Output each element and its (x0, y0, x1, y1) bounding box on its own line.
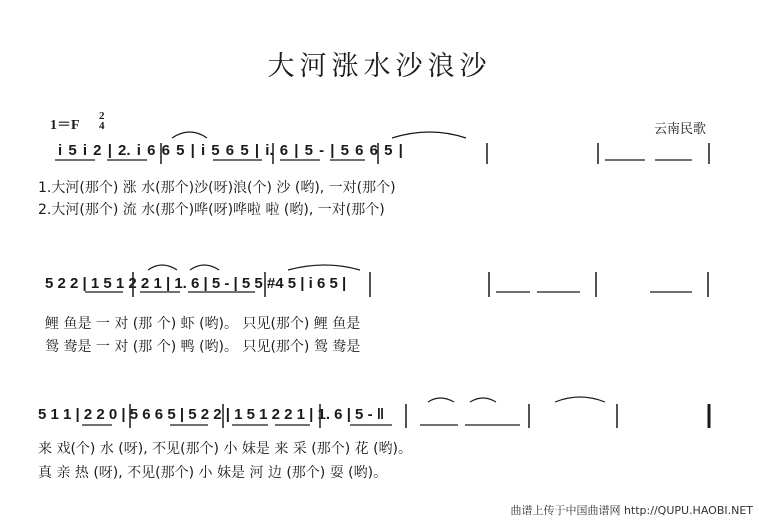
lyric-row-1-verse2: 2.大河(那个) 流 水(那个)哗(呀)哗啦 啦 (哟), 一对(那个) (38, 202, 385, 218)
page-title: 大河涨水沙浪沙 (267, 51, 492, 82)
notation-row-2: 5 2 2 | 1 5 1 2 2 1 | 1. 6 | 5 - | 5 5 #4 5 | i 6 5 | (45, 275, 347, 292)
key-signature: 1＝F (50, 118, 80, 133)
lyric-row-1-verse1: 1.大河(那个) 涨 水(那个)沙(呀)浪(个) 沙 (哟), 一对(那个) (38, 180, 396, 196)
time-signature-top: 2 (99, 110, 105, 122)
lyric-row-3-verse1: 来 戏(个) 水 (呀), 不见(那个) 小 妹是 来 采 (那个) 花 (哟)。 (38, 441, 413, 457)
time-signature-bottom: 4 (99, 120, 105, 132)
notation-row-1: i 5 i 2 | 2. i 6 6 5 | i 5 6 5 | i. 6 | 5 - | 5 6 6 5 | (58, 142, 403, 159)
source-label: 云南民歌 (654, 122, 707, 137)
watermark-footer: 曲谱上传于中国曲谱网 http://QUPU.HAOBI.NET (510, 504, 753, 517)
lyric-row-3-verse2: 真 亲 热 (呀), 不见(那个) 小 妹是 河 边 (那个) 耍 (哟)。 (38, 465, 388, 481)
lyric-row-2-verse1: 鲤 鱼是 一 对 (那 个) 虾 (哟)。 只见(那个) 鲤 鱼是 (45, 316, 361, 332)
notation-row-3: 5 1 1 | 2 2 0 | 5 6 6 5 | 5 2 2 | 1 5 1 2 2 1 | 1. 6 | 5 - ‖ (38, 406, 385, 423)
lyric-row-2-verse2: 鸳 鸯是 一 对 (那 个) 鸭 (哟)。 只见(那个) 鸳 鸯是 (45, 339, 361, 355)
